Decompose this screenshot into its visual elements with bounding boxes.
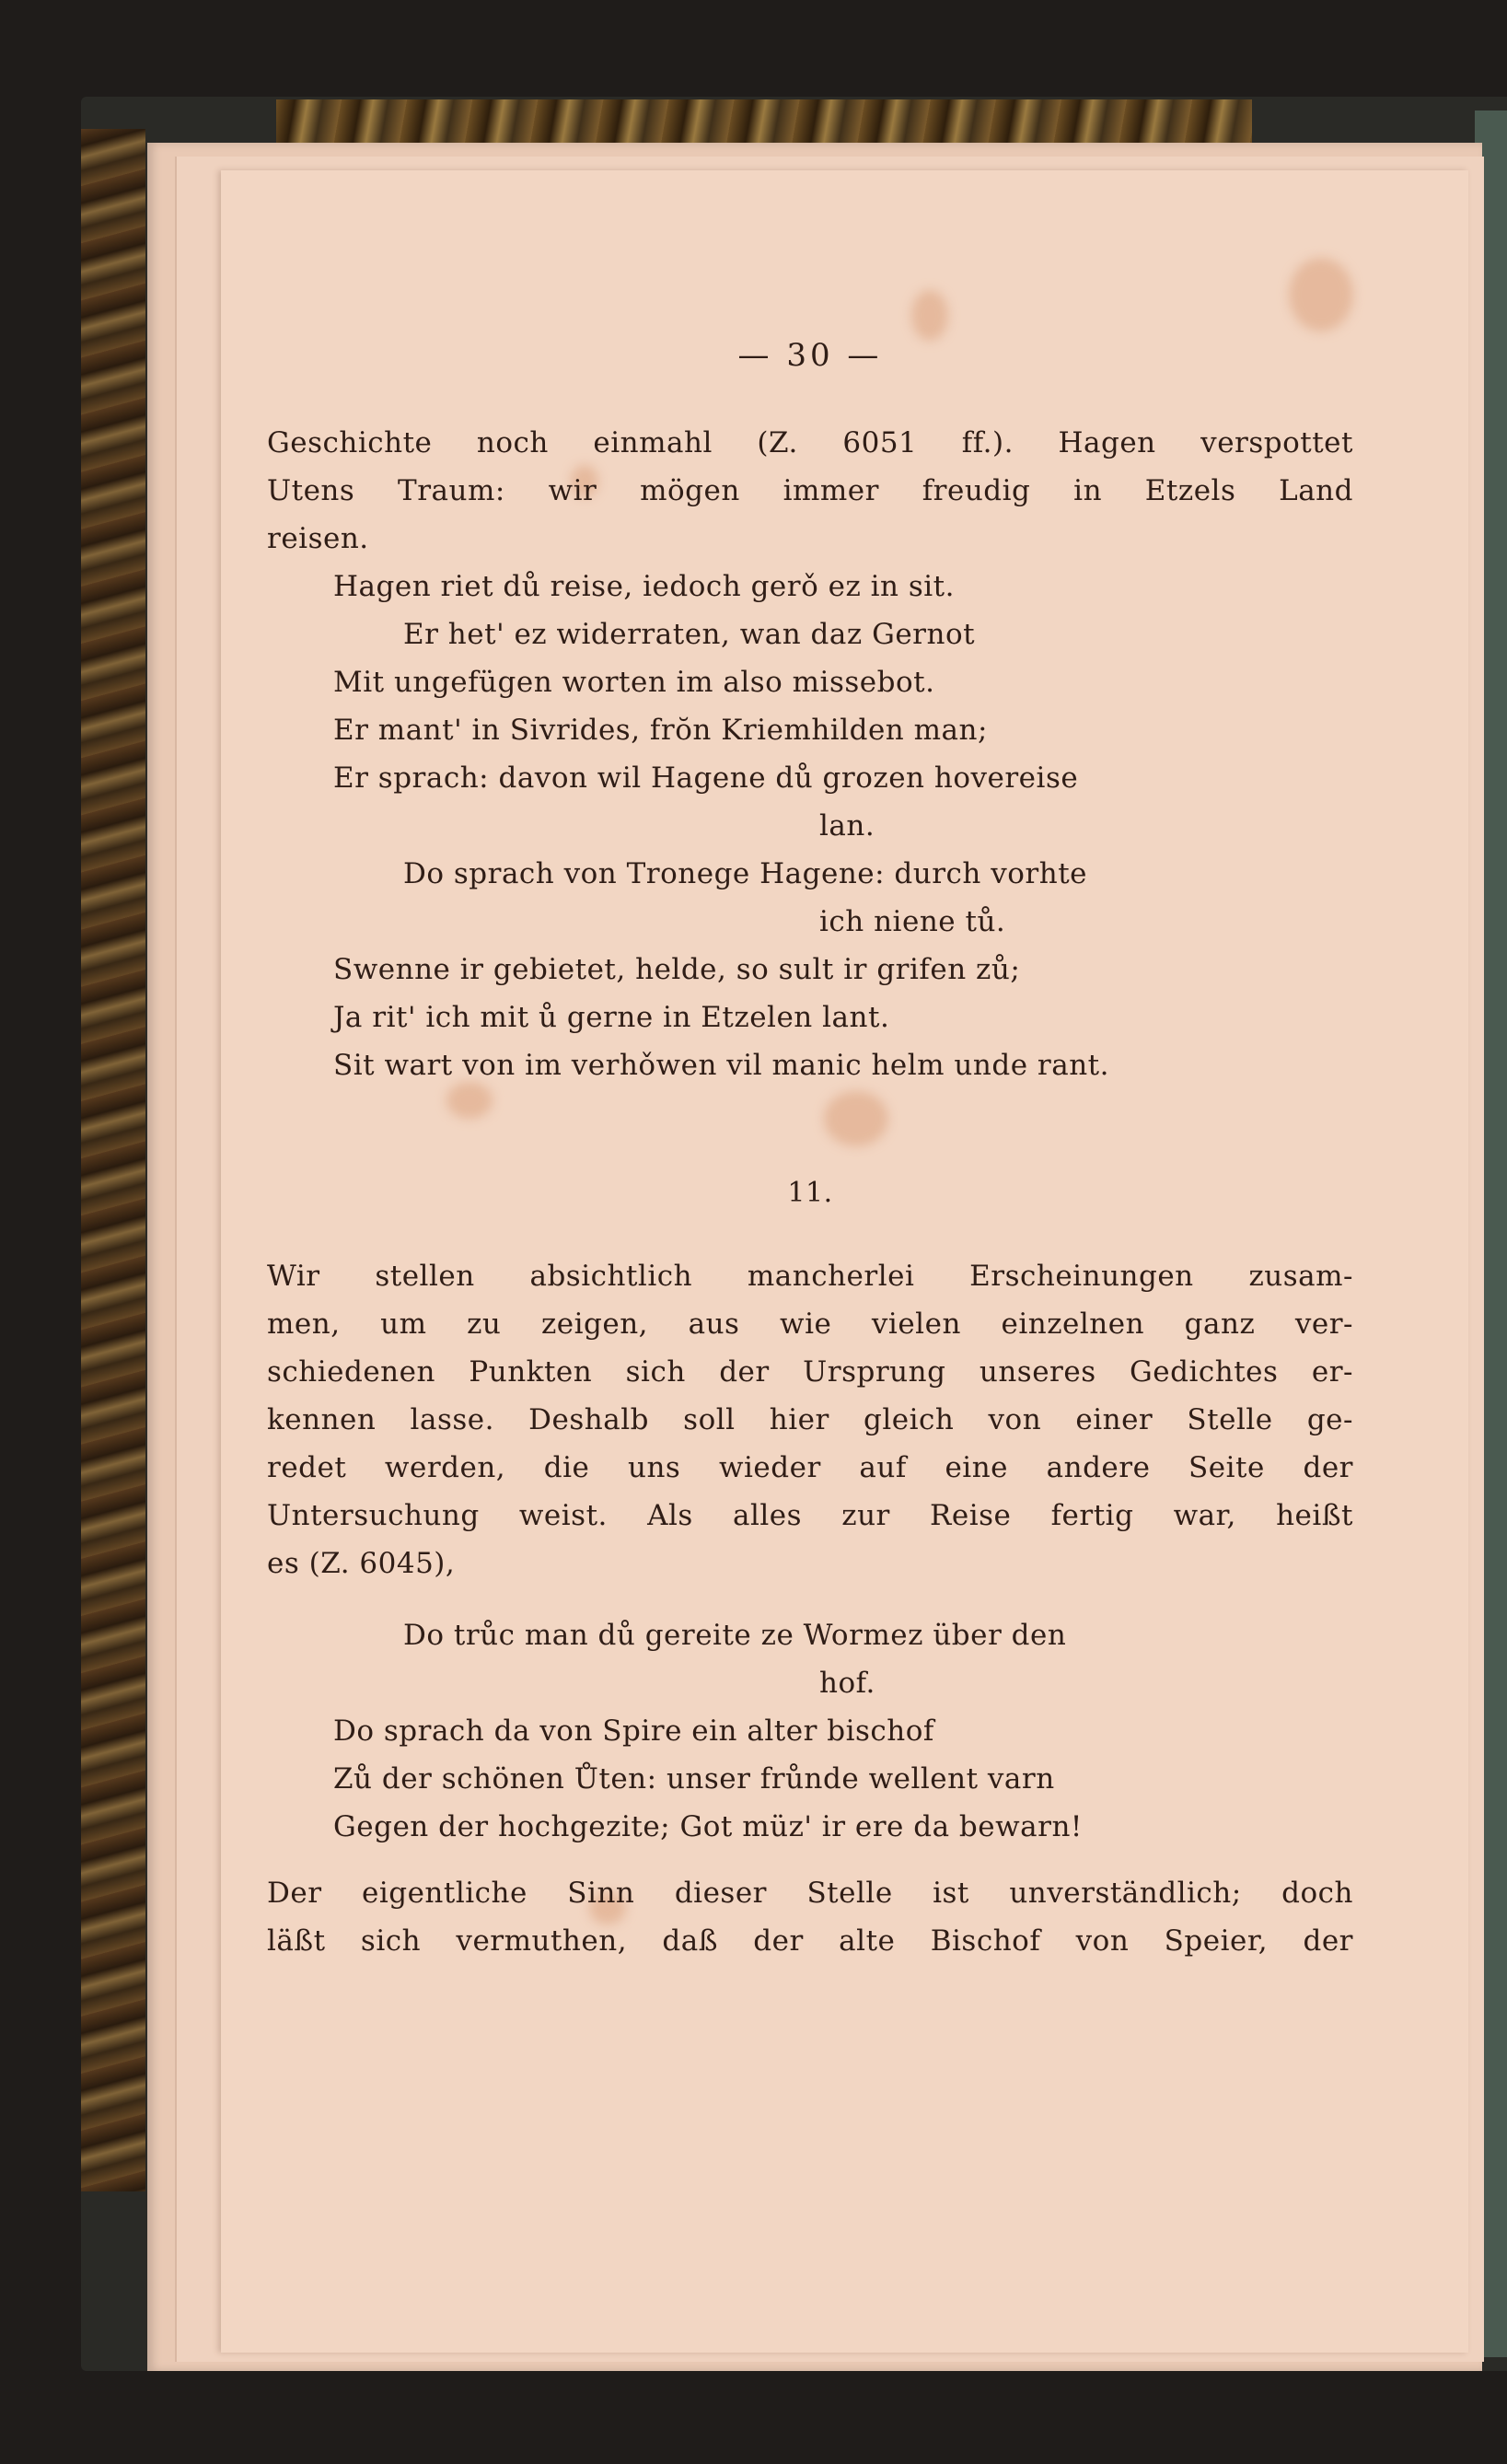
stain bbox=[1289, 258, 1353, 331]
text-line: kennen lasse. Deshalb soll hier gleich von einer Stelle ge- bbox=[267, 1403, 1353, 1436]
verse-line: Mit ungefügen worten im also missebot. bbox=[333, 666, 935, 699]
text-line: Geschichte noch einmahl (Z. 6051 ff.). Hagen verspottet bbox=[267, 426, 1353, 459]
marbled-edge-left bbox=[81, 129, 145, 2191]
text-line: Wir stellen absichtlich mancherlei Erscheinungen zusam- bbox=[267, 1260, 1353, 1293]
verse-line: lan. bbox=[819, 809, 875, 843]
text-line: men, um zu zeigen, aus wie vielen einzelnen ganz ver- bbox=[267, 1308, 1353, 1341]
verse-line: Gegen der hochgezite; Got müz' ir ere da bewarn! bbox=[333, 1810, 1083, 1843]
page-number: — 30 — bbox=[737, 337, 883, 374]
verse-line: Ja rit' ich mit ů gerne in Etzelen lant. bbox=[333, 1001, 890, 1034]
verse-line: ich niene tů. bbox=[819, 905, 1006, 938]
verse-line: Do sprach da von Spire ein alter bischof bbox=[333, 1714, 934, 1748]
verse-line: Er mant' in Sivrides, frŏn Kriemhilden man; bbox=[333, 714, 988, 747]
text-line: redet werden, die uns wieder auf eine andere Seite der bbox=[267, 1451, 1353, 1484]
verse-line: Do sprach von Tronege Hagene: durch vorhte bbox=[403, 857, 1088, 890]
text-line: Der eigentliche Sinn dieser Stelle ist unverständlich; doch bbox=[267, 1877, 1353, 1910]
text-line: reisen. bbox=[267, 522, 369, 555]
verse-line: hof. bbox=[819, 1667, 875, 1700]
text-line: es (Z. 6045), bbox=[267, 1547, 456, 1580]
verse-line: Er sprach: davon wil Hagene dů grozen hovereise bbox=[333, 761, 1079, 795]
verse-line: Zů der schönen Ůten: unser frůnde wellent varn bbox=[333, 1762, 1055, 1796]
stain bbox=[824, 1091, 888, 1146]
section-number: 11. bbox=[787, 1177, 833, 1209]
text-line: schiedenen Punkten sich der Ursprung unseres Gedichtes er- bbox=[267, 1355, 1353, 1389]
text-line: Utens Traum: wir mögen immer freudig in Etzels Land bbox=[267, 474, 1353, 507]
verse-line: Sit wart von im verhǒwen vil manic helm unde rant. bbox=[333, 1049, 1109, 1082]
verse-line: Hagen riet dů reise, iedoch gerǒ ez in sit. bbox=[333, 570, 955, 603]
verse-line: Do trůc man dů gereite ze Wormez über den bbox=[403, 1619, 1067, 1652]
text-line: läßt sich vermuthen, daß der alte Bischof von Speier, der bbox=[267, 1924, 1353, 1958]
verse-line: Swenne ir gebietet, helde, so sult ir grifen zů; bbox=[333, 953, 1021, 986]
text-line: Untersuchung weist. Als alles zur Reise fertig war, heißt bbox=[267, 1499, 1353, 1532]
verse-line: Er het' ez widerraten, wan daz Gernot bbox=[403, 618, 976, 651]
